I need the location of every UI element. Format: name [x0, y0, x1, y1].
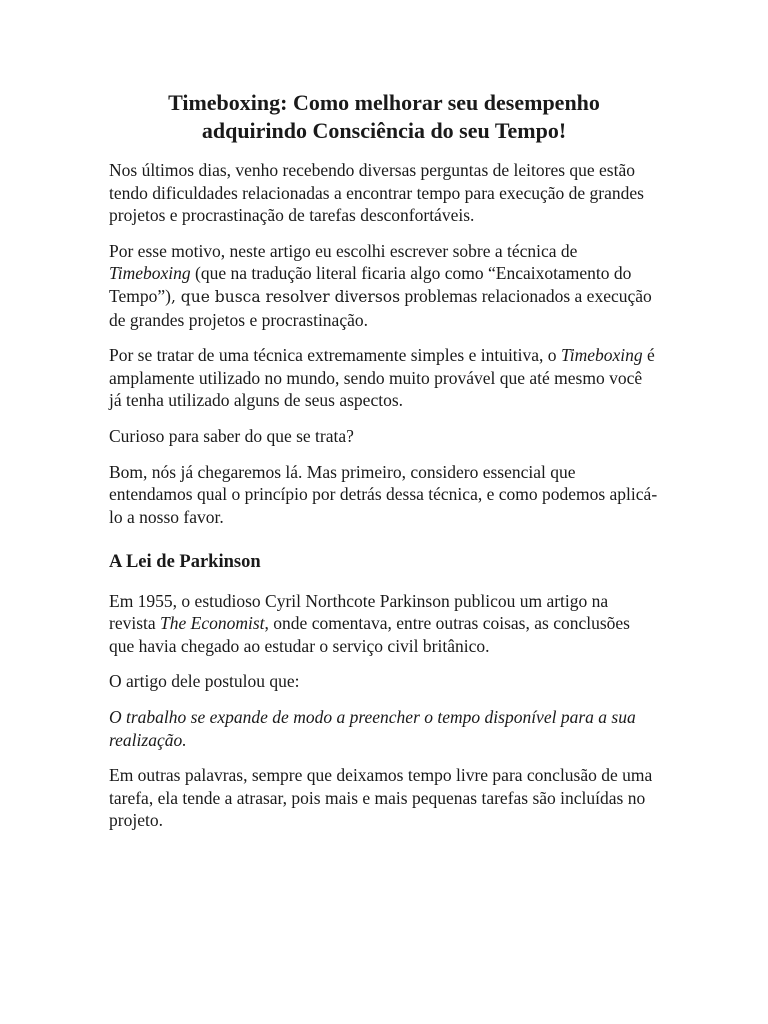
document-page [109, 88, 659, 832]
quote-parkinson-law [109, 706, 659, 751]
paragraph-popularity-text-b: é amplamente utilizado no mundo, sendo muito provável que até mesmo você já tenha utilizado alguns de seus aspectos. [109, 345, 655, 411]
timeboxing-term-2: Timeboxing [560, 345, 643, 366]
paragraph-technique-text-b: (que na tradução literal ficaria algo como “Encaixotamento do Tempo”) [109, 263, 632, 306]
paragraph-principle: Bom, nós já chegaremos lá. Mas primeiro, considero essencial que entendamos qual o princípio por detrás dessa técnica, e como podemos aplicá-lo a nosso favor. [109, 461, 658, 527]
paragraph-popularity-text-a: Por se tratar de uma técnica extremamente simples e intuitiva, o [109, 345, 561, 366]
paragraph-parkinson-text-a: Em 1955, o estudioso Cyril Northcote Parkinson publicou um artigo na revista [109, 590, 609, 634]
paragraph-postulate: O artigo dele postulou que: [109, 671, 300, 692]
paragraph-parkinson [109, 590, 659, 658]
paragraph-technique-text-d: problemas relacionados a execução de grandes projetos e procrastinação. [109, 285, 652, 330]
section-heading: A Lei de Parkinson [109, 552, 261, 573]
title-line-2: adquirindo Consciência do seu Tempo! [201, 118, 567, 143]
paragraph-technique-text-a: Por esse motivo, neste artigo eu escolhi escrever sobre a técnica de [109, 240, 578, 261]
paragraph-conclusion: Em outras palavras, sempre que deixamos tempo livre para conclusão de uma tarefa, ela tende a atrasar, pois mais e mais pequenas tarefas são incluídas no projeto. [109, 765, 653, 831]
paragraph-curious: Curioso para saber do que se trata? [109, 425, 354, 446]
document-title [109, 88, 659, 145]
paragraph-parkinson-text-b: , onde comentava, entre outras coisas, as conclusões que havia chegado ao estudar o serviço civil britânico. [109, 613, 630, 656]
paragraph-intro: Nos últimos dias, venho recebendo diversas perguntas de leitores que estão tendo dificuldades relacionadas a encontrar tempo para execução de grandes projetos e procrastinação de tarefas desconfortáveis. [109, 160, 644, 226]
quote-text: O trabalho se expande de modo a preencher o tempo disponível para a sua realização. [109, 707, 636, 750]
paragraph-technique-text-c: , que busca resolver diversos [170, 287, 401, 306]
paragraph-technique [109, 240, 659, 331]
timeboxing-term: Timeboxing [109, 263, 191, 284]
economist-title: The Economist [160, 613, 265, 634]
paragraph-popularity [109, 344, 659, 412]
title-line-1: Timeboxing: Como melhorar seu desempenho [168, 90, 600, 115]
